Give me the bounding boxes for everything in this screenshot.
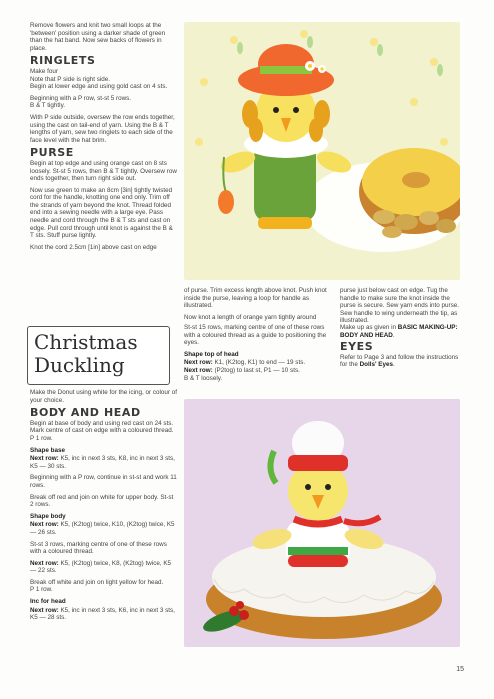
spring-duckling-photo <box>184 22 460 280</box>
left-column-top <box>30 22 178 255</box>
ringlets-p3: B & T tightly. <box>30 102 65 110</box>
body-head-heading: BODY AND HEAD <box>30 406 141 420</box>
purse-p3: Knot the cord 2.5cm [1in] above cast on edge <box>30 243 157 251</box>
shape-top-column <box>184 324 336 382</box>
ringlets-p2: Beginning with a P row, st-st 5 rows. <box>30 94 132 102</box>
ih-text: K5, inc in next 3 sts, K6, inc in next 3 sts, K5 — 28 sts. <box>30 606 175 622</box>
bh1: Begin at base of body and using red cast on 24 sts. <box>30 419 174 427</box>
purse-continued-column <box>184 287 336 325</box>
ringlets-note: Note that P side is right side. <box>30 75 111 83</box>
ih-label: Next row: <box>30 606 59 614</box>
purse-p2: Now use green to make an 8cm [3in] tightly twisted cord for the handle, knotting one end only. Trim off the strands of yarn beyond the knot. Thread folded end into a sewing needle with a large eye. Pass needle and cord through the B & T sts and cast on edge. Pull cord through until knot is against the B & T sts. Stuff purse lightly. <box>30 186 173 240</box>
ringlets-p4: With P side outside, oversew the row ends together, using the cast on tail-end of yarn. Using the B & T lengths of yarn, sew two ringlets to each side of the face level with the hat brim. <box>30 113 175 144</box>
bh3: P 1 row. <box>30 434 53 442</box>
sbd2: St-st 3 rows, marking centre of one of these rows with a coloured thread. <box>30 540 167 556</box>
title-line-1: Christmas <box>34 330 138 354</box>
eyes-text: Refer to Page 3 and follow the instructions for the <box>340 353 459 369</box>
purse-heading: PURSE <box>30 146 74 160</box>
eyes-heading: EYES <box>340 340 374 354</box>
eyes-period: . <box>392 361 395 369</box>
col2-top-text: St-st 15 rows, marking centre of one of these rows with a coloured thread as a guide to positioning the eyes. <box>184 324 327 347</box>
sbd5: P 1 row. <box>30 586 53 594</box>
bt-loosely: B & T loosely. <box>184 374 223 382</box>
christmas-duckling-title-box <box>27 326 170 385</box>
christmas-duckling-photo <box>184 399 460 647</box>
shape-top-heading: Shape top of head <box>184 350 239 358</box>
making-up-ref: BASIC MAKING-UP: BODY AND HEAD <box>340 324 458 339</box>
page-number: 15 <box>456 666 464 673</box>
donut-text: Make the Donut using white for the icing, or colour of your choice. <box>30 389 178 404</box>
sb-label: Next row: <box>30 455 59 463</box>
intro-text: Remove flowers and knit two small loops at the 'between' position using a darker shade of green than the hat band. Now sew backs of flowers in place. <box>30 22 166 52</box>
eyes-ref: Dolls' Eyes <box>359 361 393 369</box>
sbd-text: K5, (K2tog) twice, K10, (K2tog) twice, K5 — 26 sts. <box>30 521 175 536</box>
sbd3-text: K5, (K2tog) twice, K8, (K2tog) twice, K5 — 22 sts. <box>30 559 172 575</box>
next-row-text-2: (P2tog) to last st, P1 — 10 sts. <box>214 366 300 374</box>
sbd4: Break off white and join on light yellow for head. <box>30 578 164 586</box>
purse-p1: Begin at top edge and using orange cast on 8 sts loosely. St-st 5 rows, then B & T tightly. Oversew row ends together, then turn right side out. <box>30 159 177 183</box>
left-column-bottom <box>30 389 178 626</box>
next-row-label-1: Next row: <box>184 359 213 367</box>
sb3: Break off red and join on white for upper body. St-st 2 rows. <box>30 493 174 509</box>
title-line-2: Duckling <box>34 353 125 377</box>
next-row-label-2: Next row: <box>184 366 213 374</box>
sb-text: K5, inc in next 3 sts, K8, inc in next 3 sts, K5 — 30 sts. <box>30 455 175 470</box>
purse-end-column <box>340 287 462 329</box>
sb2: Beginning with a P row, continue in st-st and work 11 rows. <box>30 474 177 489</box>
next-row-text-1: K1, (K2tog, K1) to end — 19 sts. <box>214 359 306 367</box>
making-up-text: Make up as given in <box>340 324 398 331</box>
inc-head-heading: Inc for head <box>30 598 66 606</box>
spring-duckling-illustration <box>184 22 460 280</box>
making-up-column <box>340 324 462 373</box>
purse-mid1: of purse. Trim excess length above knot. Push knot inside the purse, leaving a loop for handle as illustrated. <box>184 287 327 310</box>
shape-base-heading: Shape base <box>30 446 65 454</box>
purse-right1: purse just below cast on edge. Tug the handle to make sure the knot inside the purse is secure. Sew yarn ends into purse. Sew handle to wing underneath the tip, as illustrated. <box>340 287 460 325</box>
sbd-label: Next row: <box>30 521 59 529</box>
shape-body-heading: Shape body <box>30 512 66 520</box>
ringlets-make: Make four <box>30 67 58 75</box>
purse-mid2: Now knot a length of orange yarn tightly around <box>184 313 317 321</box>
making-up-period: . <box>392 331 395 339</box>
christmas-duckling-illustration <box>184 399 460 647</box>
ringlets-p1: Begin at lower edge and using gold cast on 4 sts. <box>30 83 168 91</box>
sbd3-label: Next row: <box>30 559 59 567</box>
bh2: Mark centre of cast on edge with a coloured thread. <box>30 427 174 435</box>
ringlets-heading: RINGLETS <box>30 54 96 68</box>
